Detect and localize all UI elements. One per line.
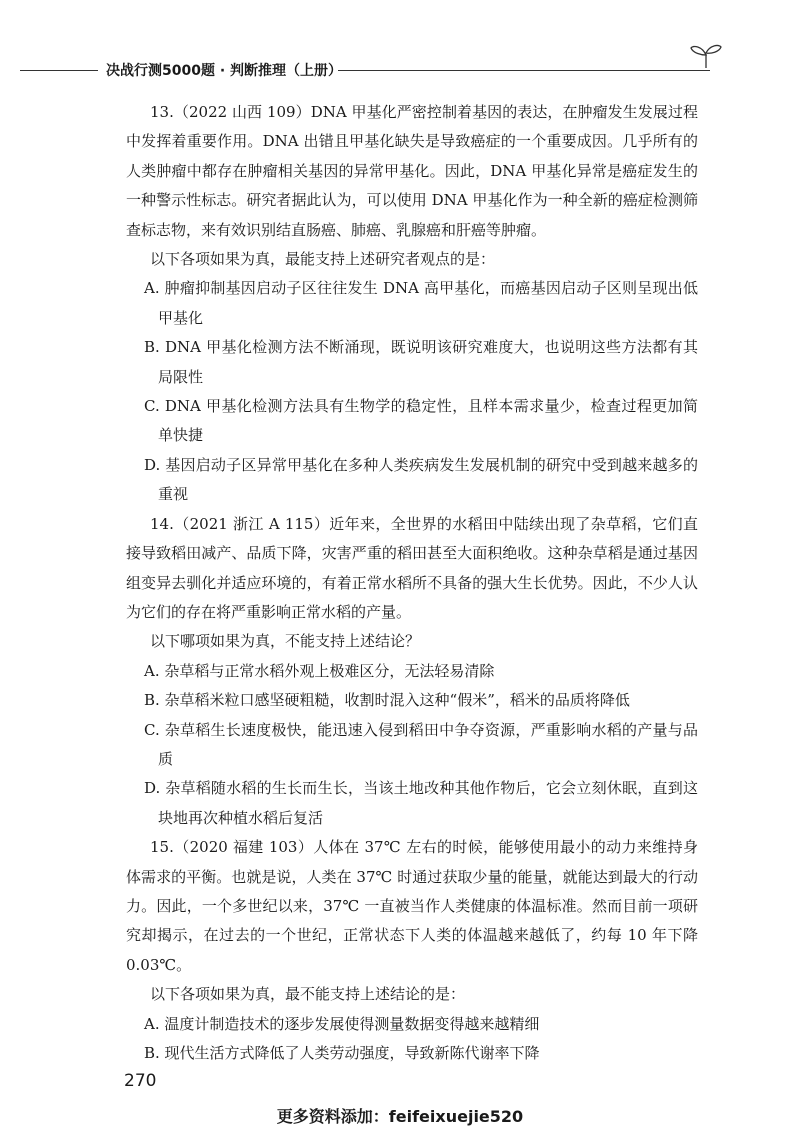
question-14-prompt: 以下哪项如果为真，不能支持上述结论？ (150, 632, 421, 651)
question-13-stem: 13.（2022 山西 109）DNA 甲基化严密控制着基因的表达，在肿瘤发生发展过程中发挥着重要作用。DNA 出错且甲基化缺失是导致癌症的一个重要成因。几乎所有的人类肿瘤中都存在肿瘤相关基因的异常甲基化。因此，DNA 甲基化异常是癌症发生的一种警示性标志。研究者据此认为，可以使用 DNA 甲基化作为一种全新的癌症检测筛查标志物，来有效识别结直肠癌、肺癌、乳腺癌和肝癌等肿瘤。 (126, 103, 698, 239)
page-content (126, 98, 698, 1068)
header-rule-left (20, 70, 98, 71)
question-15-option-b: B. 现代生活方式降低了人类劳动强度，导致新陈代谢率下降 (144, 1044, 540, 1062)
running-header (20, 56, 720, 86)
header-rule-right (338, 70, 710, 71)
footer-note: 更多资料添加：feifeixuejie520 (276, 1107, 524, 1126)
question-14-option-c: C. 杂草稻生长速度极快，能迅速入侵到稻田中争夺资源，严重影响水稻的产量与品质 (144, 720, 698, 768)
question-13-option-b: B. DNA 甲基化检测方法不断涌现，既说明该研究难度大，也说明这些方法都有其局限性 (144, 338, 698, 386)
sprout-icon (688, 42, 724, 70)
question-15-option-a: A. 温度计制造技术的逐步发展使得测量数据变得越来越精细 (144, 1014, 540, 1033)
book-title: 决战行测5000题 · 判断推理（上册） (106, 63, 343, 79)
question-14-option-b: B. 杂草稻米粒口感坚硬粗糙，收割时混入这种“假米”，稻米的品质将降低 (144, 691, 630, 710)
question-13-option-d: D. 基因启动子区异常甲基化在多种人类疾病发生发展机制的研究中受到越来越多的重视 (144, 455, 698, 504)
question-13-option-a: A. 肿瘤抑制基因启动子区往往发生 DNA 高甲基化，而癌基因启动子区则呈现出低甲基化 (144, 279, 698, 327)
question-14-stem: 14.（2021 浙江 A 115）近年来，全世界的水稻田中陆续出现了杂草稻，它们直接导致稻田减产、品质下降，灾害严重的稻田甚至大面积绝收。这种杂草稻是通过基因组变异去驯化并适应环境的，有着正常水稻所不具备的强大生长优势。因此，不少人认为它们的存在将严重影响正常水稻的产量。 (126, 514, 698, 621)
question-15-prompt: 以下各项如果为真，最不能支持上述结论的是： (150, 985, 466, 1004)
question-15-stem: 15.（2020 福建 103）人体在 37℃ 左右的时候，能够使用最小的动力来维持身体需求的平衡。也就是说，人类在 37℃ 时通过获取少量的能量，就能达到最大的行动力。因此，一个多世纪以来，37℃ 一直被当作人类健康的体温标准。然而目前一项研究却揭示，在过去的一个世纪，正常状态下人类的体温越来越低了，约每 10 年下降 0.03℃。 (126, 838, 698, 974)
page-number: 270 (124, 1071, 157, 1091)
question-13-prompt: 以下各项如果为真，最能支持上述研究者观点的是： (150, 250, 496, 269)
question-14-option-d: D. 杂草稻随水稻的生长而生长，当该土地改种其他作物后，它会立刻休眠，直到这块地再次种植水稻后复活 (144, 779, 698, 827)
question-13-option-c: C. DNA 甲基化检测方法具有生物学的稳定性，且样本需求量少，检查过程更加简单快捷 (144, 397, 698, 445)
question-14-option-a: A. 杂草稻与正常水稻外观上极难区分，无法轻易清除 (144, 661, 495, 680)
